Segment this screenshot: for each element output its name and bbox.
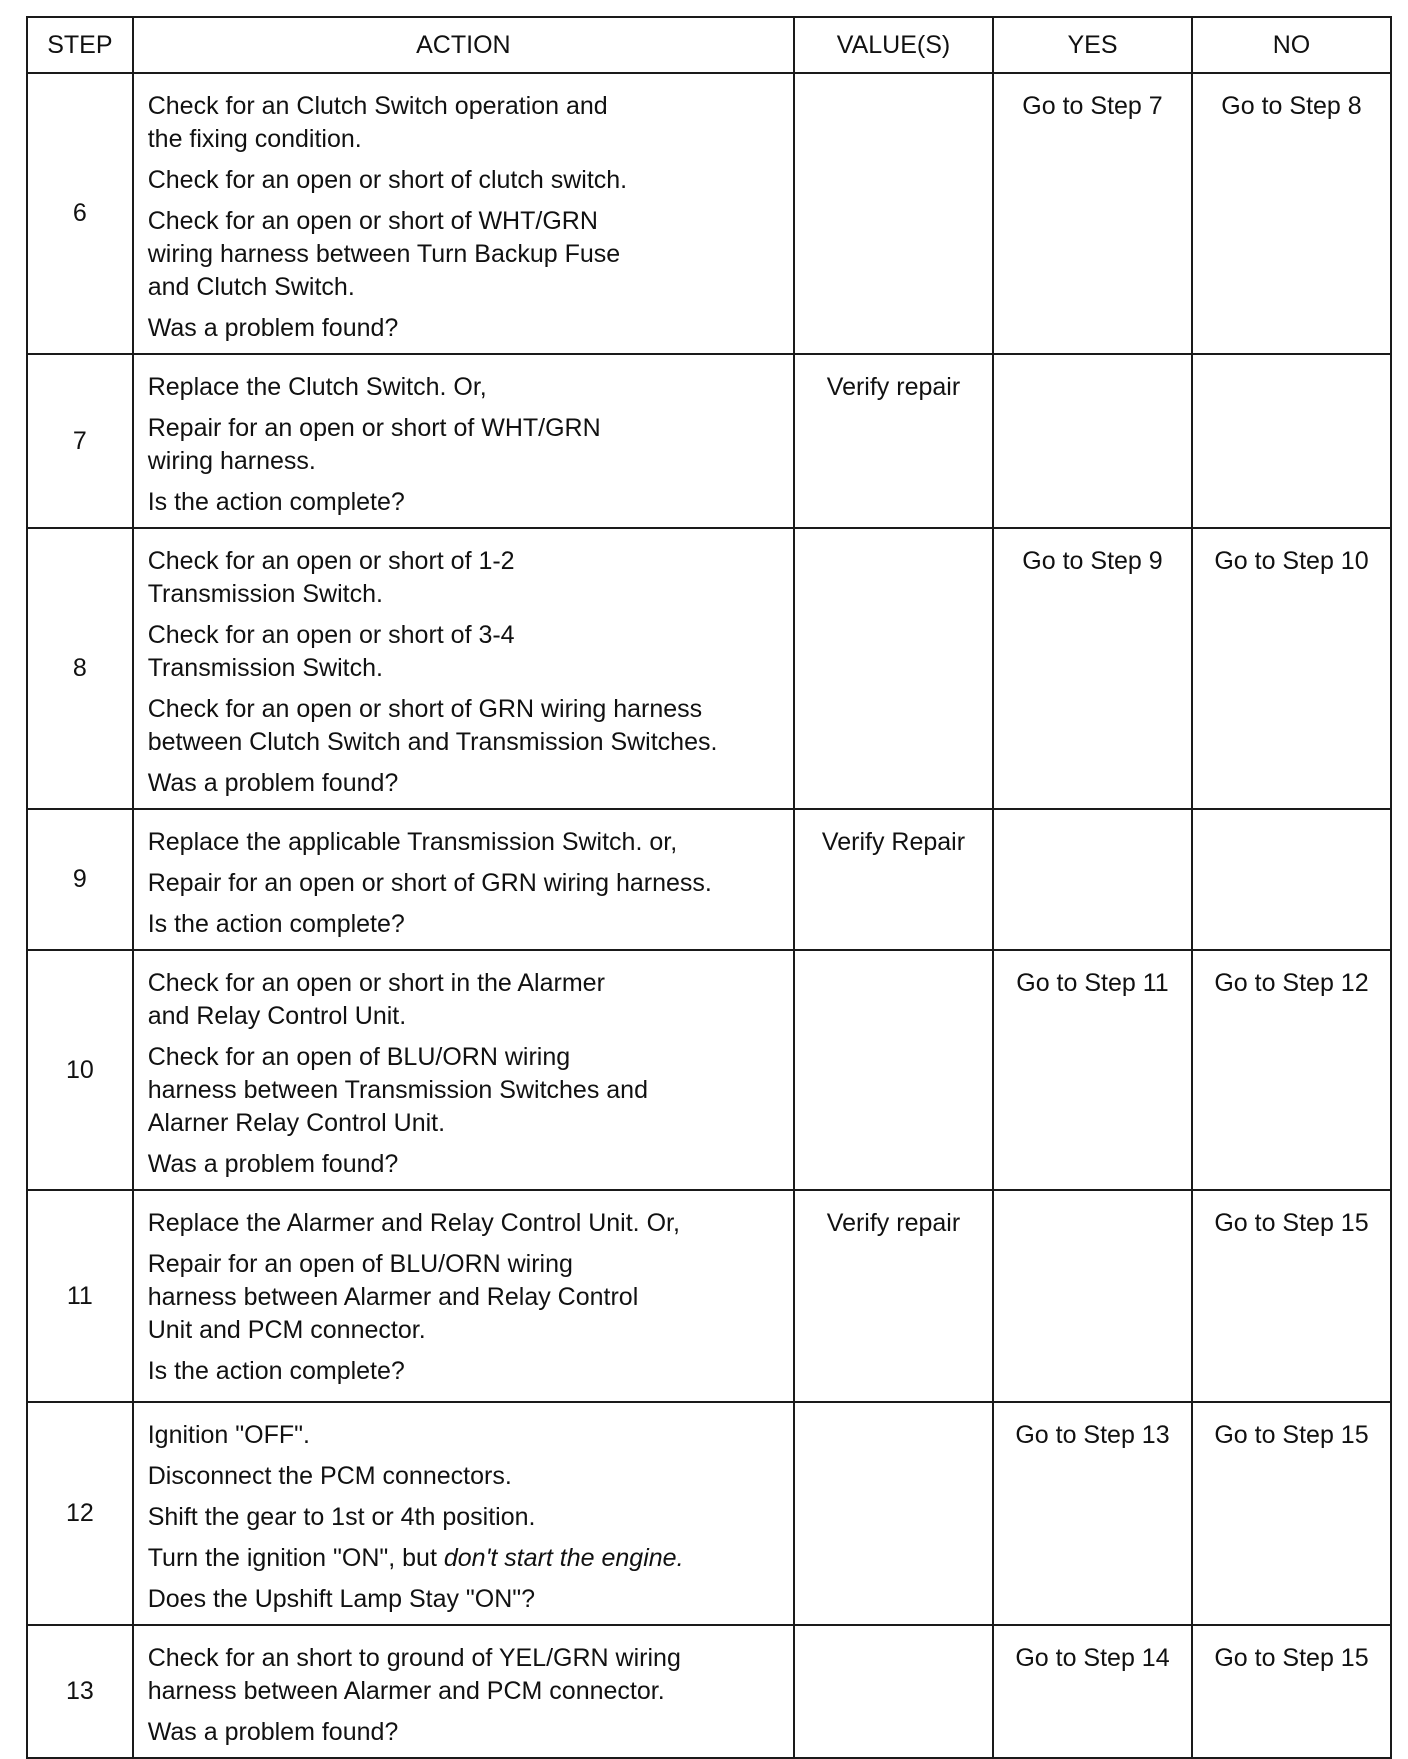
no-cell	[1192, 809, 1391, 950]
action-line: Shift the gear to 1st or 4th position.	[147, 1503, 536, 1531]
yes-cell: Go to Step 7	[993, 73, 1192, 354]
action-line: Is the action complete?	[147, 910, 405, 938]
action-line: Check for an open or short of 1-2 Transmission Switch.	[147, 547, 515, 608]
action-cell	[133, 73, 794, 354]
action-line: Was a problem found?	[147, 1718, 399, 1746]
step-number: 11	[27, 1190, 133, 1402]
diagnostic-table	[26, 16, 1392, 1759]
action-line: Repair for an open or short of WHT/GRN wiring harness.	[147, 414, 601, 475]
action-line: Check for an open or short of clutch switch.	[147, 166, 628, 194]
action-line: Replace the applicable Transmission Switch. or,	[147, 828, 678, 856]
value-cell	[794, 950, 993, 1190]
step-number: 8	[27, 528, 133, 809]
value-cell	[794, 528, 993, 809]
action-line: Repair for an open or short of GRN wiring harness.	[147, 869, 712, 897]
action-cell	[133, 528, 794, 809]
table-row	[27, 354, 1391, 528]
table-row	[27, 1625, 1391, 1758]
step-number: 7	[27, 354, 133, 528]
no-cell: Go to Step 15	[1192, 1190, 1391, 1402]
table-row	[27, 528, 1391, 809]
action-line: Check for an open or short of 3-4 Transmission Switch.	[147, 621, 515, 682]
header-yes: YES	[993, 17, 1192, 73]
action-line-ignition	[148, 1542, 783, 1575]
step-number: 9	[27, 809, 133, 950]
header-values: VALUE(S)	[794, 17, 993, 73]
action-line: Check for an open of BLU/ORN wiring harness between Transmission Switches and Alarner Relay Control Unit.	[147, 1043, 648, 1137]
no-cell: Go to Step 12	[1192, 950, 1391, 1190]
action-line: Was a problem found?	[147, 769, 399, 797]
action-line: Check for an short to ground of YEL/GRN wiring harness between Alarmer and PCM connector.	[147, 1644, 681, 1705]
value-cell: Verify repair	[794, 354, 993, 528]
value-cell: Verify repair	[794, 1190, 993, 1402]
action-line: Replace the Alarmer and Relay Control Unit. Or,	[147, 1209, 680, 1237]
yes-cell: Go to Step 9	[993, 528, 1192, 809]
yes-cell	[993, 1190, 1192, 1402]
action-cell	[133, 354, 794, 528]
table-row	[27, 1402, 1391, 1625]
yes-cell	[993, 354, 1192, 528]
action-line: Does the Upshift Lamp Stay "ON"?	[147, 1585, 536, 1613]
action-line: Check for an open or short of WHT/GRN wiring harness between Turn Backup Fuse and Clutch Switch.	[147, 207, 621, 301]
action-line: Replace the Clutch Switch. Or,	[147, 373, 487, 401]
action-cell	[133, 950, 794, 1190]
header-action: ACTION	[133, 17, 794, 73]
action-line: Is the action complete?	[147, 488, 405, 516]
yes-cell: Go to Step 11	[993, 950, 1192, 1190]
value-cell	[794, 1402, 993, 1625]
step-number: 6	[27, 73, 133, 354]
header-row	[27, 17, 1391, 73]
value-cell	[794, 73, 993, 354]
header-step: STEP	[27, 17, 133, 73]
yes-cell: Go to Step 13	[993, 1402, 1192, 1625]
step-number: 12	[27, 1402, 133, 1625]
action-line: Disconnect the PCM connectors.	[147, 1462, 512, 1490]
action-line: Was a problem found?	[147, 1150, 399, 1178]
action-cell	[133, 1402, 794, 1625]
no-cell: Go to Step 15	[1192, 1402, 1391, 1625]
warning-emphasis: don't start the engine.	[443, 1544, 684, 1572]
ignition-on-text: Turn the ignition "ON", but	[147, 1544, 444, 1572]
value-cell	[794, 1625, 993, 1758]
table-row	[27, 1190, 1391, 1402]
table-row	[27, 73, 1391, 354]
table-row	[27, 950, 1391, 1190]
action-cell	[133, 809, 794, 950]
action-line: Check for an open or short of GRN wiring harness between Clutch Switch and Transmission Switches.	[147, 695, 718, 756]
table-row	[27, 809, 1391, 950]
header-no: NO	[1192, 17, 1391, 73]
step-number: 13	[27, 1625, 133, 1758]
action-cell	[133, 1190, 794, 1402]
action-line: Is the action complete?	[147, 1357, 405, 1385]
action-line: Check for an Clutch Switch operation and the fixing condition.	[147, 92, 608, 153]
action-cell	[133, 1625, 794, 1758]
no-cell: Go to Step 8	[1192, 73, 1391, 354]
no-cell: Go to Step 10	[1192, 528, 1391, 809]
value-cell: Verify Repair	[794, 809, 993, 950]
no-cell	[1192, 354, 1391, 528]
yes-cell: Go to Step 14	[993, 1625, 1192, 1758]
no-cell: Go to Step 15	[1192, 1625, 1391, 1758]
action-line: Check for an open or short in the Alarmer and Relay Control Unit.	[147, 969, 605, 1030]
action-line: Was a problem found?	[147, 314, 399, 342]
action-line: Repair for an open of BLU/ORN wiring harness between Alarmer and Relay Control Unit and PCM connector.	[147, 1250, 639, 1344]
step-number: 10	[27, 950, 133, 1190]
action-line: Ignition "OFF".	[147, 1421, 310, 1449]
yes-cell	[993, 809, 1192, 950]
